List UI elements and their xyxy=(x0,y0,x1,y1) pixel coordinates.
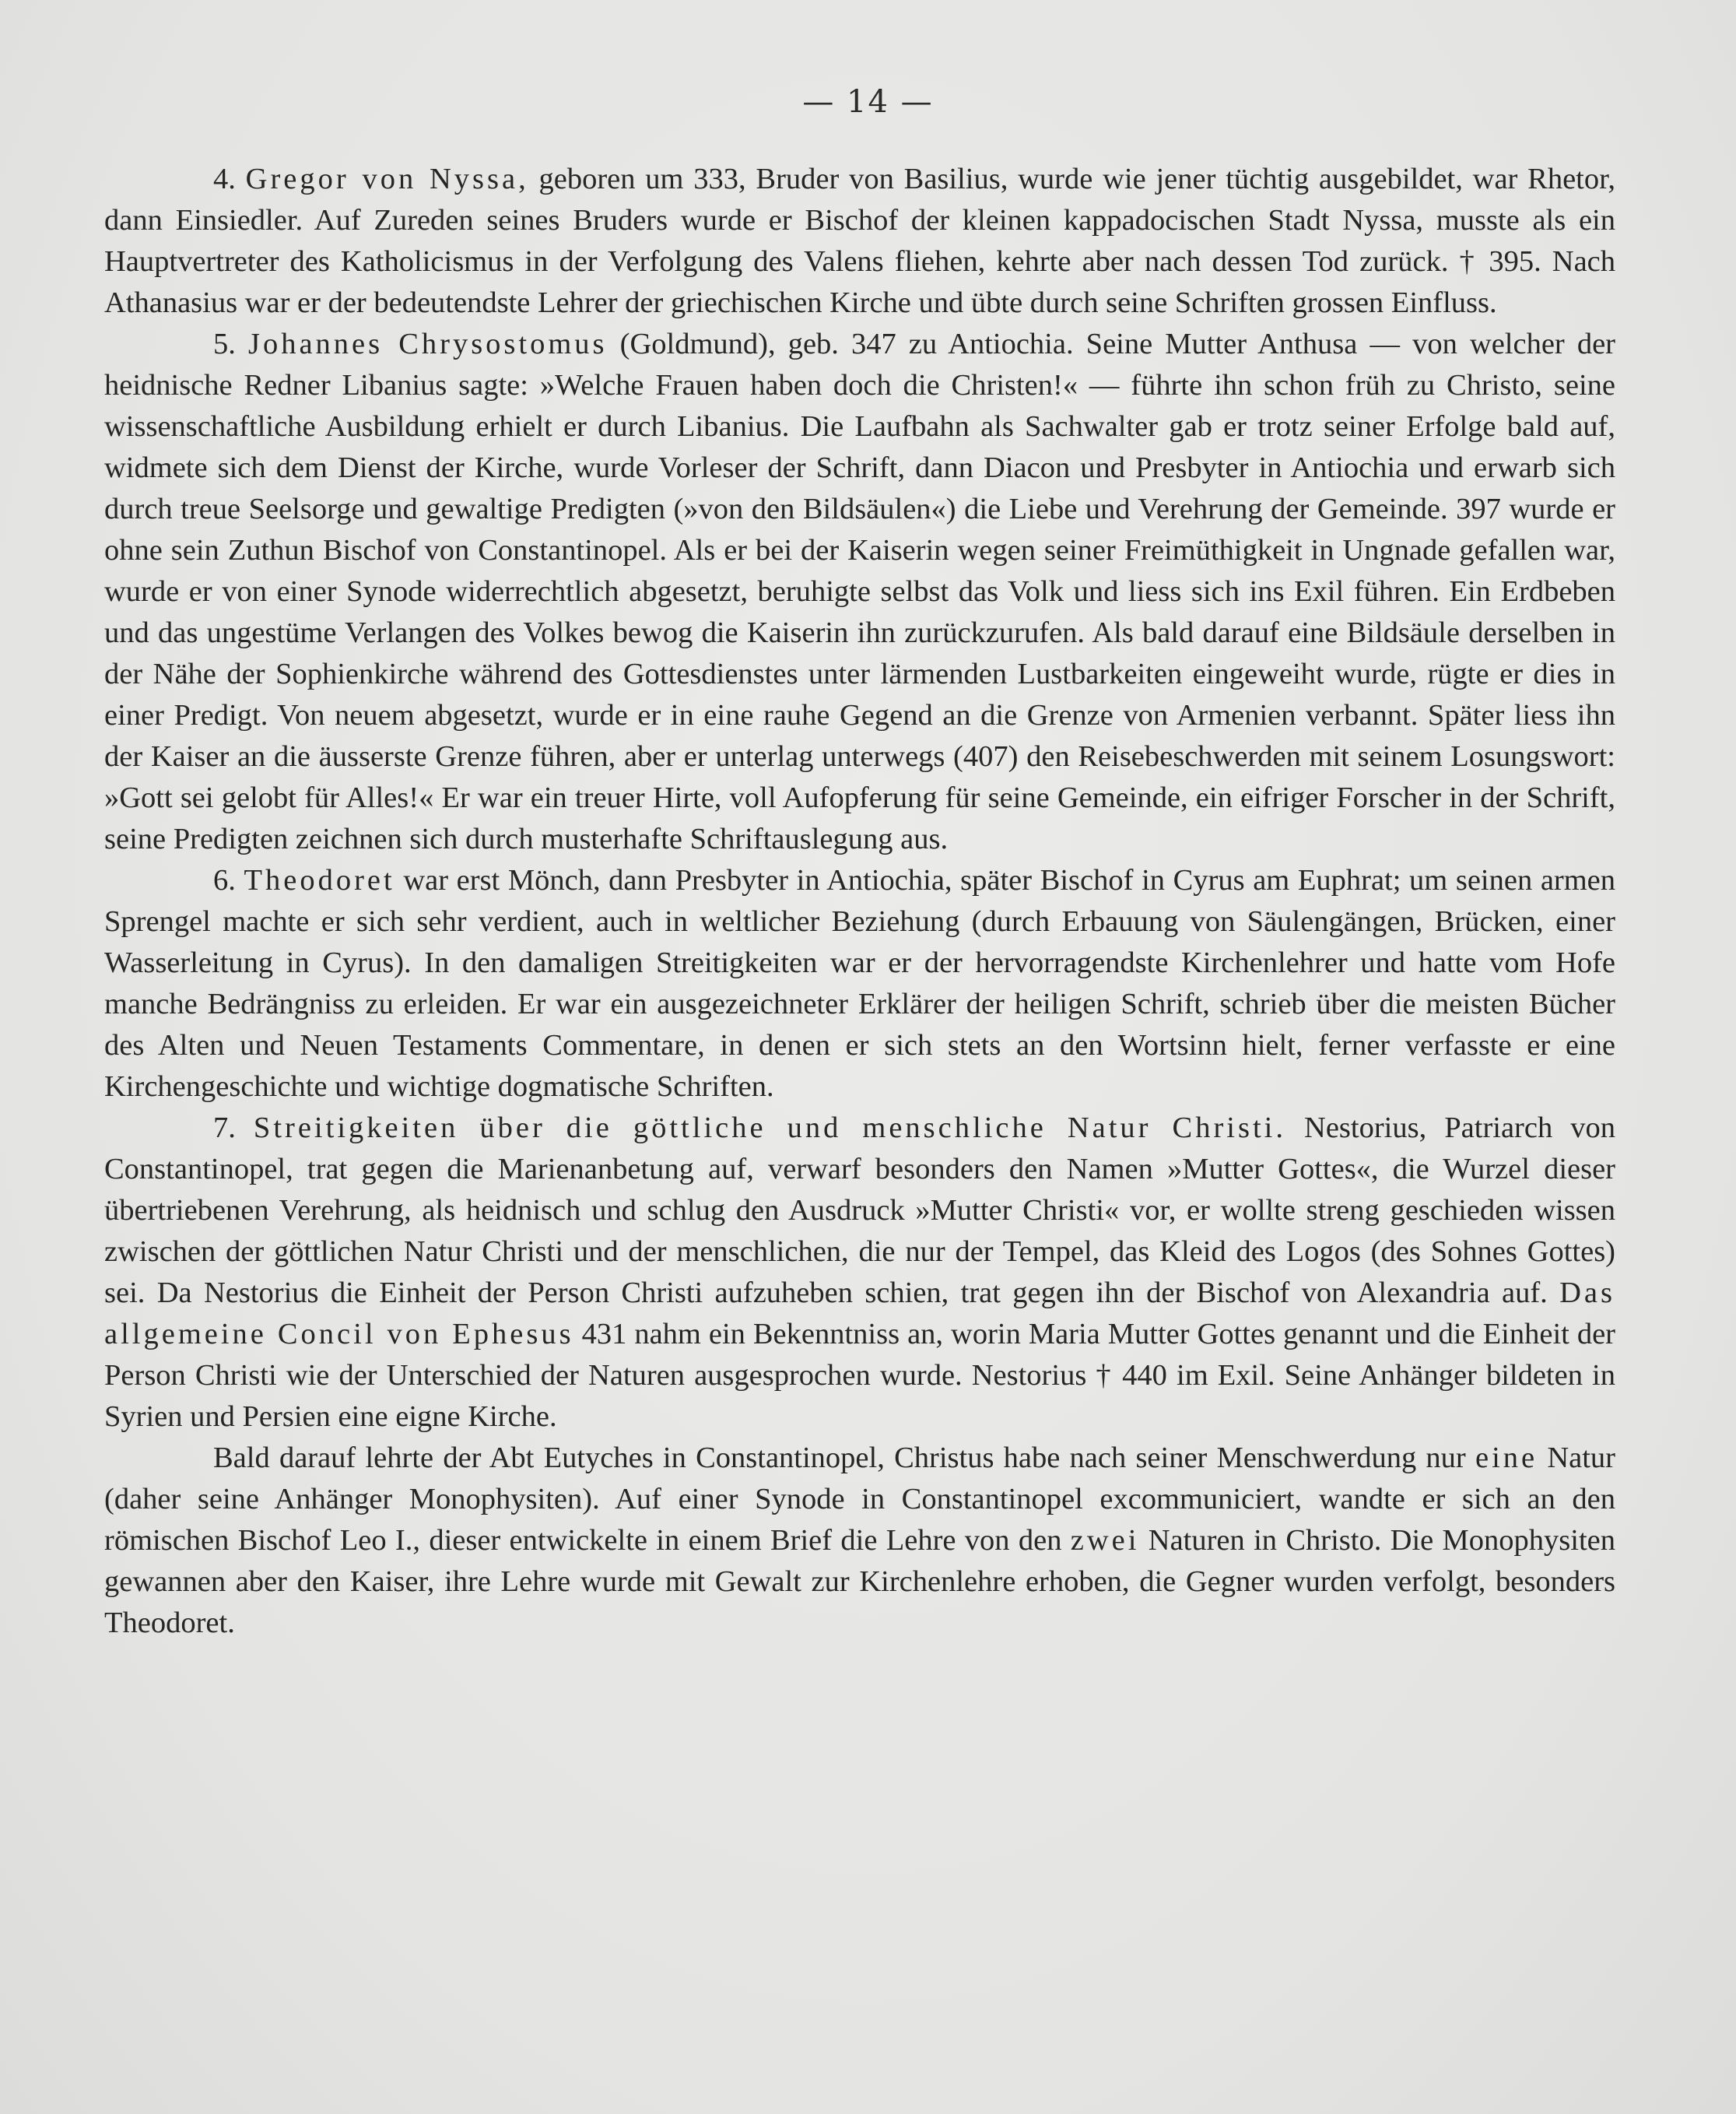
paragraph-text: (Goldmund), geb. 347 zu Antiochia. Seine Mutter Anthusa — von welcher der heidnische Redner Libanius sagte: »Welche Frauen haben doch die Christen!« — führte ihn schon früh zu Christo, seine wissenschaftliche Ausbildung erhielt er durch Libanius. Die Laufbahn als Sachwalter gab er trotz seiner Erfolge bald auf, widmete sich dem Dienst der Kirche, wurde Vorleser der Schrift, dann Diacon und Presbyter in Antiochia und erwarb sich durch treue Seelsorge und gewaltige Predigten (»von den Bildsäulen«) die Liebe und Verehrung der Gemeinde. 397 wurde er ohne sein Zuthun Bischof von Constantinopel. Als er bei der Kaiserin wegen seiner Freimüthigkeit in Ungnade gefallen war, wurde er von einer Synode widerrechtlich abgesetzt, beruhigte selbst das Volk und liess sich ins Exil führen. Ein Erdbeben und das ungestüme Verlangen des Volkes bewog die Kaiserin ihn zurückzurufen. Als bald darauf eine Bildsäule derselben in der Nähe der Sophienkirche während des Gottesdienstes unter lärmenden Lustbarkeiten eingeweiht wurde, rügte er dies in einer Predigt. Von neuem abgesetzt, wurde er in eine rauhe Gegend an die Grenze von Armenien verbannt. Später liess ihn der Kaiser an die äusserste Grenze führen, aber er unterlag unterwegs (407) den Reisebeschwerden mit seinem Losungswort: »Gott sei gelobt für Alles!« Er war ein treuer Hirte, voll Aufopferung für seine Gemeinde, ein eifriger Forscher in der Schrift, seine Predigten zeichnen sich durch musterhafte Schriftauslegung aus. xyxy=(104,328,1615,855)
paragraph-number: 6. xyxy=(213,864,236,897)
body-text xyxy=(104,159,1615,1644)
paragraph-heading: Gregor von Nyssa, xyxy=(245,163,529,195)
paragraph-number: 4. xyxy=(213,163,236,195)
paragraph-subheading: Das allgemeine Concil von Ephesus xyxy=(104,1276,1615,1350)
paragraph-heading: Streitigkeiten über die göttliche und menschliche Natur Christi. xyxy=(253,1111,1286,1144)
page-number: — 14 — xyxy=(802,84,934,120)
paragraph-text: Naturen in Christo. Die Monophysiten gewannen aber den Kaiser, ihre Lehre wurde mit Gewalt zur Kirchenlehre erhoben, die Gegner wurden verfolgt, besonders Theodoret. xyxy=(104,1524,1615,1639)
paragraph-theodoret xyxy=(104,860,1615,1108)
paragraph-text-continued: 431 nahm ein Bekenntniss an, worin Maria Mutter Gottes genannt und die Einheit der Person Christi wie der Unterschied der Naturen ausgesprochen wurde. Nestorius † 440 im Exil. Seine Anhänger bildeten in Syrien und Persien eine eigne Kirche. xyxy=(104,1318,1616,1433)
paragraph-text: Natur (daher seine Anhänger Monophysiten). Auf einer Synode in Constantinopel excommuniciert, wandte er sich an den römischen Bischof Leo I., dieser entwickelte in einem Brief die Lehre von den xyxy=(104,1442,1616,1557)
paragraph-text: Nestorius, Patriarch von Constantinopel, trat gegen die Marienanbetung auf, verwarf besonders den Namen »Mutter Gottes«, die Wurzel dieser übertriebenen Verehrung, als heidnisch und schlug den Ausdruck »Mutter Christi« vor, er wollte streng geschieden wissen zwischen der göttlichen Natur Christi und der menschlichen, die nur der Tempel, das Kleid des Logos (des Sohnes Gottes) sei. Da Nestorius die Einheit der Person Christi aufzuheben schien, trat gegen ihn der Bischof von Alexandria auf. xyxy=(104,1111,1615,1309)
paragraph-text: war erst Mönch, dann Presbyter in Antiochia, später Bischof in Cyrus am Euphrat; um seinen armen Sprengel machte er sich sehr verdient, auch in weltlicher Beziehung (durch Erbauung von Säulengängen, Brücken, einer Wasserleitung in Cyrus). In den damaligen Streitigkeiten war er der hervorragendste Kirchenlehrer und hatte vom Hofe manche Bedrängniss zu erleiden. Er war ein ausgezeichneter Erklärer der heiligen Schrift, schrieb über die meisten Bücher des Alten und Neuen Testaments Commentare, in denen er sich stets an den Wortsinn hielt, ferner verfasste er eine Kirchengeschichte und wichtige dogmatische Schriften. xyxy=(104,864,1616,1103)
paragraph-text: geboren um 333, Bruder von Basilius, wurde wie jener tüchtig ausgebildet, war Rhetor, dann Einsiedler. Auf Zureden seines Bruders wurde er Bischof der kleinen kappadocischen Stadt Nyssa, musste als ein Hauptvertreter des Katholicismus in der Verfolgung des Valens fliehen, kehrte aber nach dessen Tod zurück. † 395. Nach Athanasius war er der bedeutendste Lehrer der griechischen Kirche und übte durch seine Schriften grossen Einfluss. xyxy=(104,163,1616,319)
paragraph-chrysostomus xyxy=(104,324,1615,860)
paragraph-streitigkeiten xyxy=(104,1108,1615,1438)
paragraph-heading: Theodoret xyxy=(244,864,395,897)
paragraph-text: Bald darauf lehrte der Abt Eutyches in Constantinopel, Christus habe nach seiner Menschwerdung nur xyxy=(213,1442,1466,1474)
paragraph-eutyches xyxy=(104,1438,1615,1644)
emphasis-eine: eine xyxy=(1475,1442,1538,1474)
paragraph-heading: Johannes Chrysostomus xyxy=(247,328,608,360)
paragraph-number: 7. xyxy=(213,1111,236,1144)
paragraph-number: 5. xyxy=(213,328,236,360)
emphasis-zwei: zwei xyxy=(1070,1524,1140,1557)
paragraph-gregor xyxy=(104,159,1615,324)
